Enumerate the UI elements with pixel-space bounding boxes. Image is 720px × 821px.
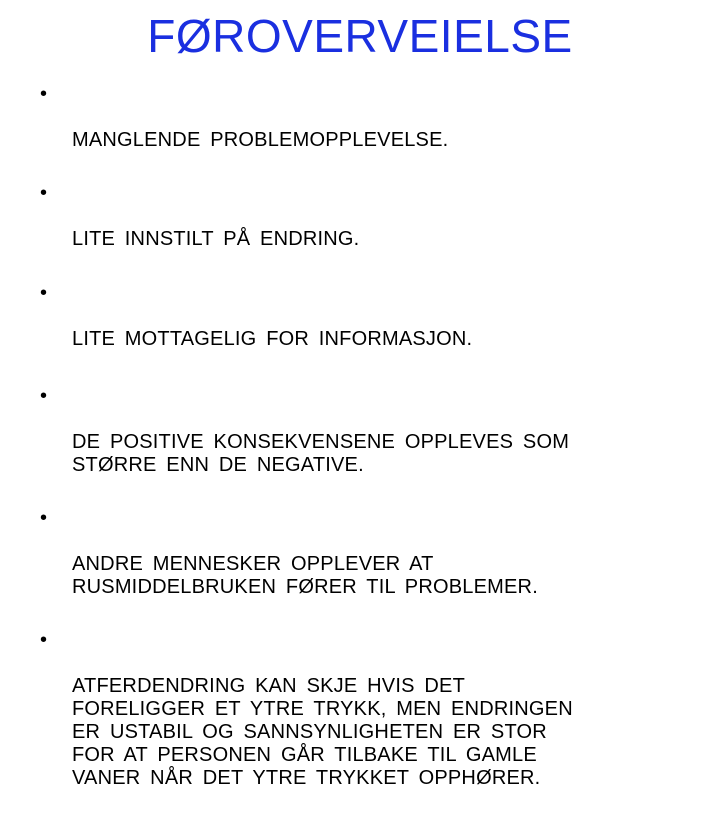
bullet-dot-icon: •: [40, 282, 48, 304]
bullet-text: ATFERDENDRING KAN SKJE HVIS DET FORELIGGER ET YTRE TRYKK, MEN ENDRINGEN ER USTABIL OG SANNSYNLIGHETEN ER STOR FOR AT PERSONEN GÅR TILBAKE TIL GAMLE VANER NÅR DET YTRE TRYKKET OPPHØRER.: [72, 675, 573, 789]
bullet-list: [40, 83, 690, 821]
bullet-dot-icon: •: [40, 507, 48, 529]
bullet-item: [40, 629, 690, 790]
bullet-item: [40, 83, 690, 152]
bullet-text: DE POSITIVE KONSEKVENSENE OPPLEVES SOM STØRRE ENN DE NEGATIVE.: [72, 431, 570, 476]
bullet-item: [40, 507, 690, 599]
bullet-dot-icon: •: [40, 182, 48, 204]
bullet-text: LITE INNSTILT PÅ ENDRING.: [72, 228, 360, 250]
bullet-text: LITE MOTTAGELIG FOR INFORMASJON.: [72, 328, 473, 350]
bullet-item: [40, 282, 690, 351]
bullet-dot-icon: •: [40, 83, 48, 105]
bullet-dot-icon: •: [40, 385, 48, 407]
bullet-dot-icon: •: [40, 629, 48, 651]
bullet-item: [40, 182, 690, 251]
bullet-text: ANDRE MENNESKER OPPLEVER AT RUSMIDDELBRUKEN FØRER TIL PROBLEMER.: [72, 553, 538, 598]
bullet-text: MANGLENDE PROBLEMOPPLEVELSE.: [72, 129, 449, 151]
bullet-item: [40, 385, 690, 477]
slide-title: FØROVERVEIELSE: [147, 10, 573, 62]
